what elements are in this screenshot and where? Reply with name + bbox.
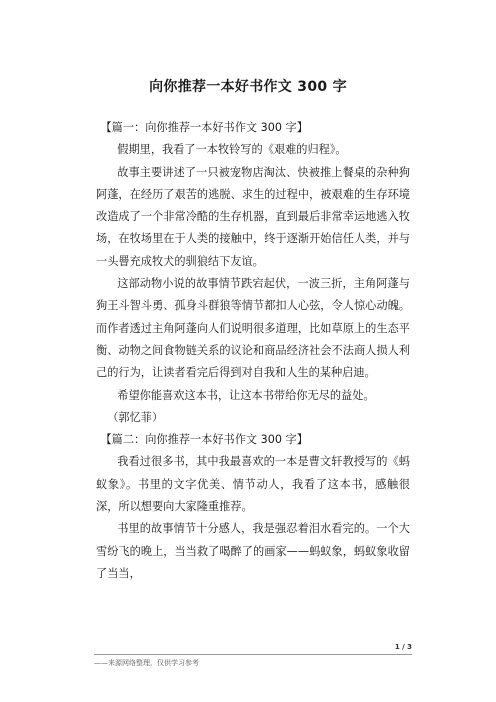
paragraph: 故事主要讲述了一只被宠物店淘汰、快被推上餐桌的杂种狗阿蓬，在经历了艰苦的逃脱、求生的过程中，被艰难的生存环境改造成了一个非常冷酷的生存机器，直到最后非常幸运地逃入牧场，在牧场里在于人类的接触中，终于逐渐开始信任人类，并与一头罾充成牧犬的驯狼结下友谊。: [96, 165, 410, 268]
section-heading: 【篇二：向你推荐一本好书作文 300 字】: [100, 433, 308, 447]
page-number: 1 / 3: [394, 643, 412, 651]
paragraph: 书里的故事情节十分感人，我是强忍着泪水看完的。一个大雪纷飞的晚上，当当救了喝醉了的画家——蚂蚁象，蚂蚁象收留了当当，: [96, 522, 410, 580]
paragraph: 假期里，我看了一本牧铃写的《艰难的归程》。: [117, 143, 347, 157]
document-body: [96, 117, 410, 585]
paragraph: 希望你能喜欢这本书，让这本书带给你无尽的益处。: [117, 388, 375, 402]
paragraph: 这部动物小说的故事情节跌宕起伏，一波三折，主角阿蓬与狗王斗智斗勇、孤身斗群狼等情节都扣人心弦，令人惊心动魄。而作者透过主角阿蓬向人们说明很多道理，比如草原上的生态平衡、动物之间食物链关系的议论和商品经济社会不法商人损人利己的行为，让读者看完后得到对自我和人生的某种启迪。: [96, 277, 410, 380]
footer-divider: [94, 654, 412, 655]
paragraph: 我看过很多书，其中我最喜欢的一本是曹文轩教授写的《蚂蚁象》。书里的文字优美、情节动人，我看了这本书，感触很深，所以想要向大家隆重推荐。: [96, 455, 410, 514]
footer-note: ——来源网络整理，仅供学习参考: [94, 659, 199, 667]
document-title: 向你推荐一本好书作文 300 字: [149, 79, 347, 95]
author-signature: （郭忆菲）: [107, 410, 164, 424]
section-heading: 【篇一：向你推荐一本好书作文 300 字】: [100, 121, 308, 134]
